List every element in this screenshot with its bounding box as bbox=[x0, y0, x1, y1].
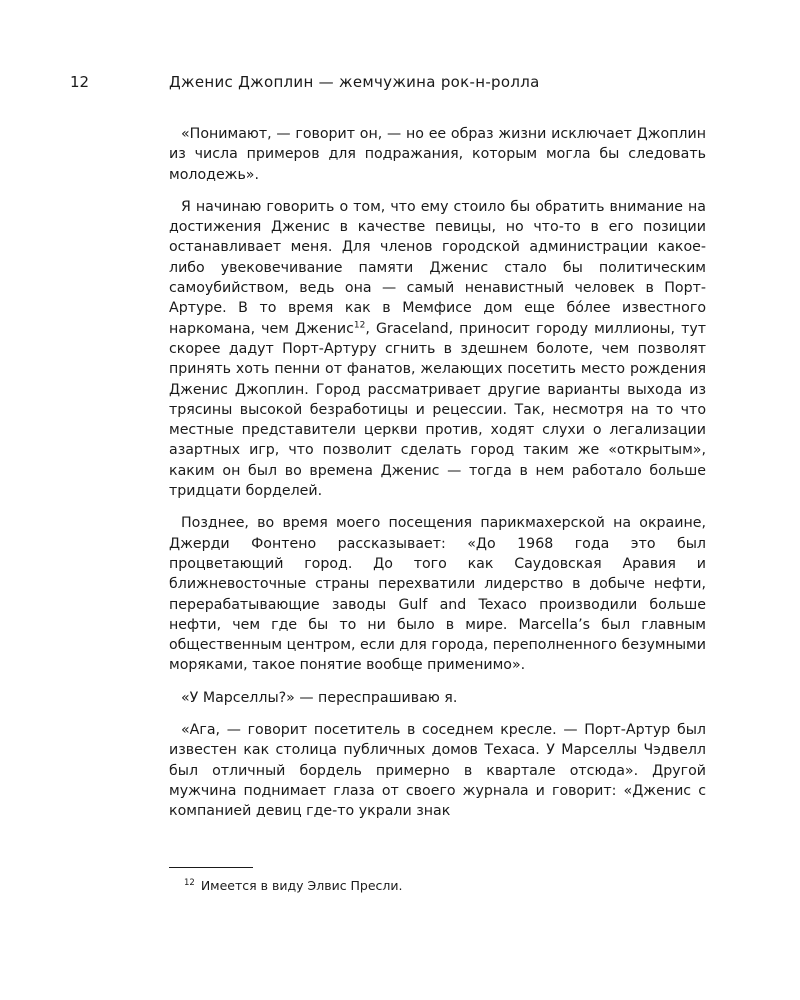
paragraph-3-text: Позднее, во время моего посещения парикмахерской на окраине, Джерди Фонтено рассказывает: «До 1968 года это был процветающий город. До того как Саудовская Аравия и ближневосточные страны перехватили лидерство в добыче нефти, перерабатывающие заводы Gulf and Texaco производили больше нефти, чем где бы то ни было в мире. Marcella’s был главным общественным центром, если для города, переполненного безумными моряками, такое понятие вообще применимо». bbox=[169, 515, 706, 674]
footnote-reference[interactable]: 12 bbox=[353, 319, 366, 330]
footnote bbox=[184, 874, 403, 895]
paragraph-1-text: «Понимают, — говорит он, — но ее образ жизни исключает Джоплин из числа примеров для подражания, которым могла бы следовать молодежь». bbox=[169, 126, 706, 183]
paragraph-4 bbox=[169, 688, 706, 708]
footnote-text: Имеется в виду Элвис Пресли. bbox=[200, 878, 403, 894]
running-header-title: Дженис Джоплин — жемчужина рок-н-ролла bbox=[169, 73, 540, 91]
footnote-number: 12 bbox=[184, 878, 195, 888]
paragraph-4-text: «У Марселлы?» — переспрашиваю я. bbox=[181, 689, 458, 706]
paragraph-3 bbox=[169, 513, 706, 675]
paragraph-5-text: «Ага, — говорит посетитель в соседнем кресле. — Порт-Артур был известен как столица публичных домов Техаса. У Марселлы Чэдвелл был отличный бордель примерно в квартале отсюда». Другой мужчина поднимает глаза от своего журнала и говорит: «Дженис с компанией девиц где-то украли знак bbox=[169, 722, 706, 820]
footnote-divider bbox=[169, 867, 253, 868]
paragraph-5 bbox=[169, 720, 706, 821]
paragraph-2-text-start: Я начинаю говорить о том, что ему стоило бы обратить внимание на достижения Дженис в качестве певицы, но что-то в его позиции останавливает меня. Для членов городской администрации какое-либо увековечивание памяти Дженис стало бы политическим самоубийством, ведь она — самый ненавистный человек в Порт-Артуре. В то время как в Мемфисе дом еще бо́лее известного наркомана, чем Дженис bbox=[169, 198, 706, 337]
paragraph-2-text-end: , Graceland, приносит городу миллионы, тут скорее дадут Порт-Артуру сгнить в здешнем болоте, чем позволят принять хоть пенни от фанатов, желающих посетить место рождения Дженис Джоплин. Город рассматривает другие варианты выхода из трясины высокой безработицы и рецессии. Так, несмотря на то что местные представители церкви против, ходят слухи о легализации азартных игр, что позволит сделать город таким же «открытым», каким он был во времена Дженис — тогда в нем работало больше тридцати борделей. bbox=[169, 320, 706, 500]
page-number: 12 bbox=[70, 73, 90, 91]
paragraph-2 bbox=[169, 197, 706, 501]
paragraph-1 bbox=[169, 124, 706, 185]
body-text bbox=[169, 124, 706, 834]
